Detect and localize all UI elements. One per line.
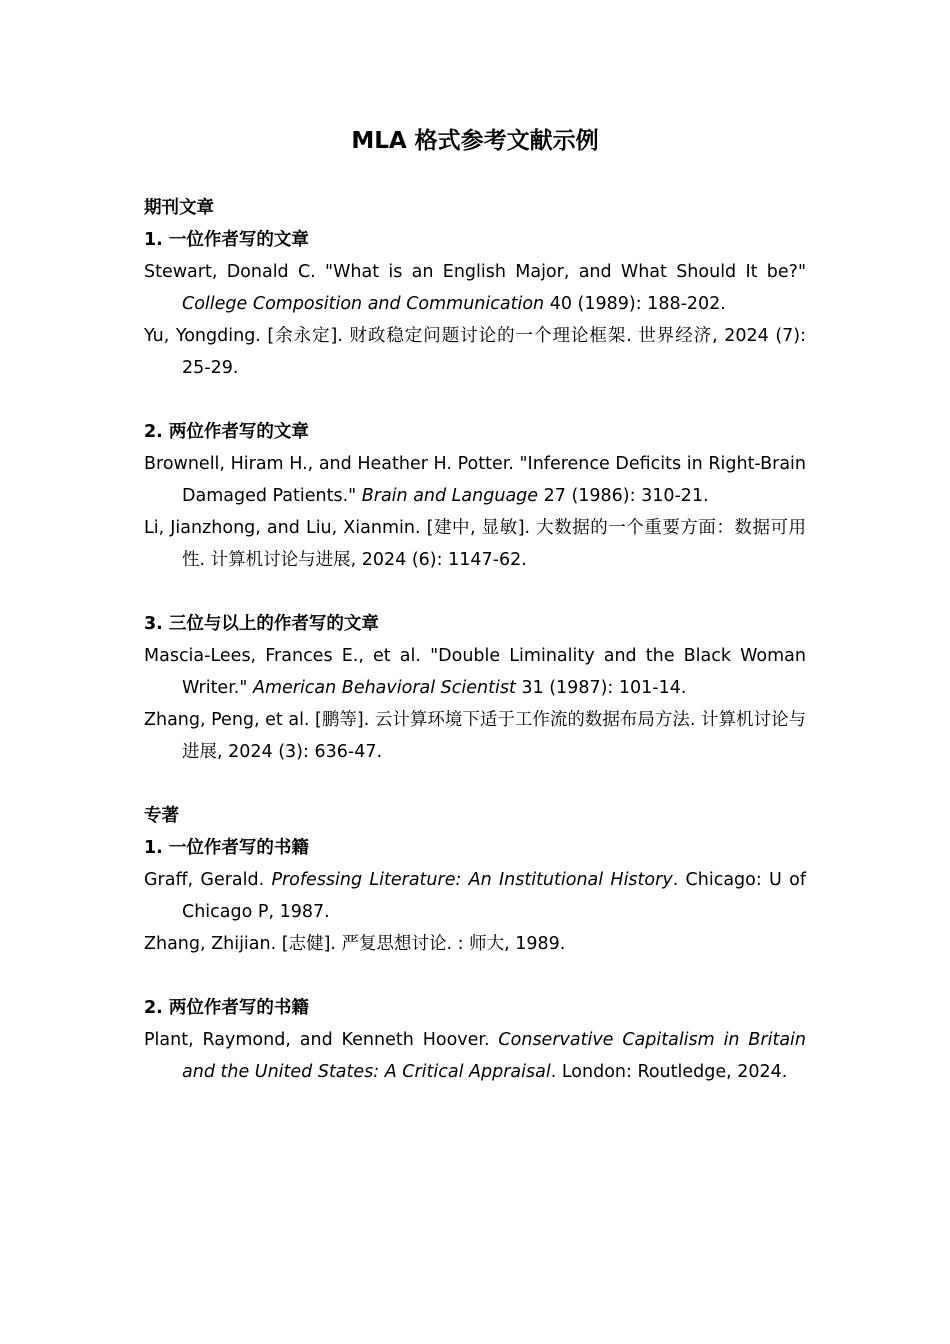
document-page: [144, 120, 806, 1088]
spacer: [144, 960, 806, 992]
reference-entry: [144, 864, 806, 928]
entry-title-italic: American Behavioral Scientist: [252, 678, 516, 698]
entry-text: . London: Routledge, 2024.: [550, 1062, 788, 1082]
entry-text: . Chicago: U of Chicago P, 1987.: [182, 870, 806, 922]
spacer: [144, 384, 806, 416]
subheading-books-two-authors: 2. 两位作者写的书籍: [144, 998, 309, 1018]
reference-entry: [144, 448, 806, 512]
subheading-journal-two-authors: 2. 两位作者写的文章: [144, 422, 309, 442]
reference-entry: Zhang, Zhijian. [志健]. 严复思想讨论. : 师大, 1989.: [144, 934, 566, 954]
entry-title-italic: Conservative Capitalism in Britain and the United States: A Critical Appraisal: [182, 1030, 806, 1082]
entry-text: 31 (1987): 101-14.: [515, 678, 687, 698]
entry-text: Plant, Raymond, and Kenneth Hoover.: [144, 1030, 499, 1050]
reference-entry: Zhang, Peng, et al. [鹏等]. 云计算环境下适于工作流的数据布局方法. 计算机讨论与进展, 2024 (3): 636-47.: [144, 710, 806, 762]
subheading-journal-one-author: 1. 一位作者写的文章: [144, 230, 309, 250]
entry-title-italic: College Composition and Communication: [182, 294, 545, 314]
subheading-journal-three-authors: 3. 三位与以上的作者写的文章: [144, 614, 379, 634]
reference-entry: [144, 1024, 806, 1088]
subheading-books-one-author: 1. 一位作者写的书籍: [144, 838, 309, 858]
entry-text: Mascia-Lees, Frances E., et al. "Double Liminality and the Black Woman Writer.": [144, 646, 806, 698]
section-heading-journal: 期刊文章: [144, 198, 214, 218]
entry-title-italic: Professing Literature: An Institutional History: [271, 870, 673, 890]
spacer: [144, 768, 806, 800]
entry-text: Brownell, Hiram H., and Heather H. Potter. "Inference Deficits in Right-Brain Damaged Patients.": [144, 454, 806, 506]
reference-entry: Li, Jianzhong, and Liu, Xianmin. [建中, 显敏]. 大数据的一个重要方面：数据可用性. 计算机讨论与进展, 2024 (6): 1147-62.: [144, 518, 806, 570]
section-heading-books: 专著: [144, 806, 179, 826]
entry-text: Stewart, Donald C. "What is an English Major, and What Should It be?": [144, 262, 806, 282]
entry-text: 27 (1986): 310-21.: [538, 486, 709, 506]
reference-entry: Yu, Yongding. [余永定]. 财政稳定问题讨论的一个理论框架. 世界经济, 2024 (7): 25-29.: [144, 326, 806, 378]
entry-title-italic: Brain and Language: [361, 486, 539, 506]
reference-entry: [144, 256, 806, 320]
spacer: [144, 576, 806, 608]
entry-text: 40 (1989): 188-202.: [544, 294, 726, 314]
entry-text: Graff, Gerald.: [144, 870, 272, 890]
page-title: MLA 格式参考文献示例: [351, 128, 599, 154]
reference-entry: [144, 640, 806, 704]
